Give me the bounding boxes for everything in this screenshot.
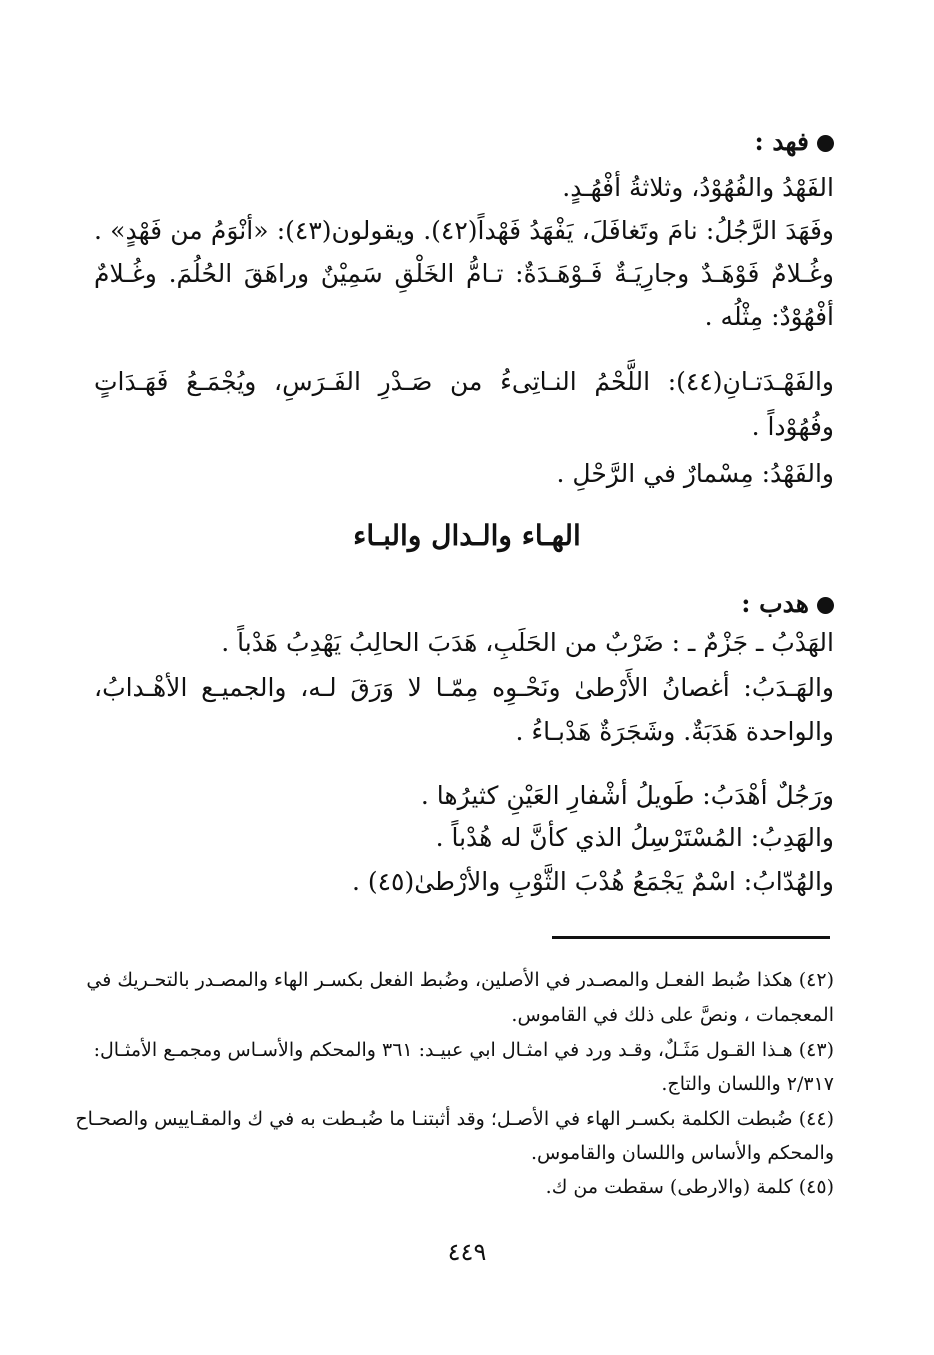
entry-line: والواحدة هَدَبَةٌ. وشَجَرَةٌ هَدْبـاءُ . (515, 717, 834, 746)
bullet-icon (817, 135, 834, 152)
entry-line: الفَهْدُ والفُهُوْدُ، وثلاثةُ أفْهُـدٍ. (562, 173, 834, 202)
footnote-line: (٤٢) هكذا ضُبط الفعـل والمصـدر في الأصلين، وضُبط الفعل بكسـر الهاء والمصـدر بالتحـريك في (86, 969, 834, 991)
section-title: الهـاء والـدال والبـاء (353, 519, 581, 552)
entry-line: ورَجُلٌ أهْدَبُ: طَويلُ أشْفارِ العَيْنِ كثيرُها . (420, 781, 834, 810)
entry-line: والهُدّابُ: اسْمٌ يَجْمَعُ هُدْبَ الثَّوْبِ والأرْطىٰ(٤٥) . (351, 867, 834, 896)
entry-line: والهَـدَبُ: أغصانُ الأَرْطىٰ ونَحْـوِه مِمّـا لا وَرَقَ لـه، والجميـع الأهْـدابُ، (94, 673, 834, 702)
page-number: ٤٤٩ (447, 1238, 487, 1266)
footnote-line: (٤٥) كلمة (والارطى) سقطت من ك. (545, 1176, 834, 1198)
entry-line: أفْهُوْدٌ: مِثْلُه . (704, 302, 834, 331)
entry-line: وفُهُوْداً . (751, 412, 834, 441)
footnote-line: (٤٣) هـذا القـول مَثَـلٌ، وقـد ورد في امثـال ابي عبيـد: ٣٦١ والمحكم والأسـاس ومجمـع الأمثـال: (93, 1039, 834, 1061)
entry-line: والفَهْـدَتـانِ(٤٤): اللَّحْمُ النـاتِىءُ من صَـدْرِ الفَـرَسِ، ويُجْمَـعُ فَهَـدَاتٍ (94, 367, 834, 396)
footnote-separator (552, 936, 830, 939)
entry-line: والهَدِبُ: المُسْتَرْسِلُ الذي كأنَّ له هُدْباً . (435, 823, 834, 852)
entry-line: الهَدْبُ ـ جَزْمٌ ـ : ضَرْبٌ من الحَلَبِ، هَدَبَ الحالِبُ يَهْدِبُ هَدْباً . (221, 628, 834, 657)
entry-heading-fahd: فهد : (94, 124, 834, 160)
footnote-line: المعجمات ، ونصَّ على ذلك في القاموس. (511, 1004, 834, 1026)
bullet-icon (817, 597, 834, 614)
entry-heading-hadab: هدب : (94, 586, 834, 622)
footnote-line: ٢/٣١٧ واللسان والتاج. (661, 1073, 834, 1095)
entry-line: وفَهَدَ الرَّجُلُ: نامَ وتَغافَلَ، يَفْهَدُ فَهْداً(٤٢). ويقولون(٤٣): «أنْوَمُ من فَهْدٍ» . (94, 216, 834, 245)
footnote-line: والمحكم والأساس واللسان والقاموس. (530, 1142, 834, 1164)
entry-line: وغُـلامٌ فَوْهَـدٌ وجارِيَـةٌ فَـوْهَـدَةٌ: تـامُّ الخَلْقِ سَمِيْنٌ وراهَقَ الحُلُمَ. وغُـلامٌ (94, 259, 834, 288)
footnote-line: (٤٤) ضُبطت الكلمة بكسـر الهاء في الأصـل؛ وقد أثبتنـا ما ضُبـطت به في ك والمقـاييس والصحـاح (75, 1108, 834, 1130)
entry-line: والفَهْدُ: مِسْمارٌ في الرَّحْلِ . (556, 459, 834, 488)
